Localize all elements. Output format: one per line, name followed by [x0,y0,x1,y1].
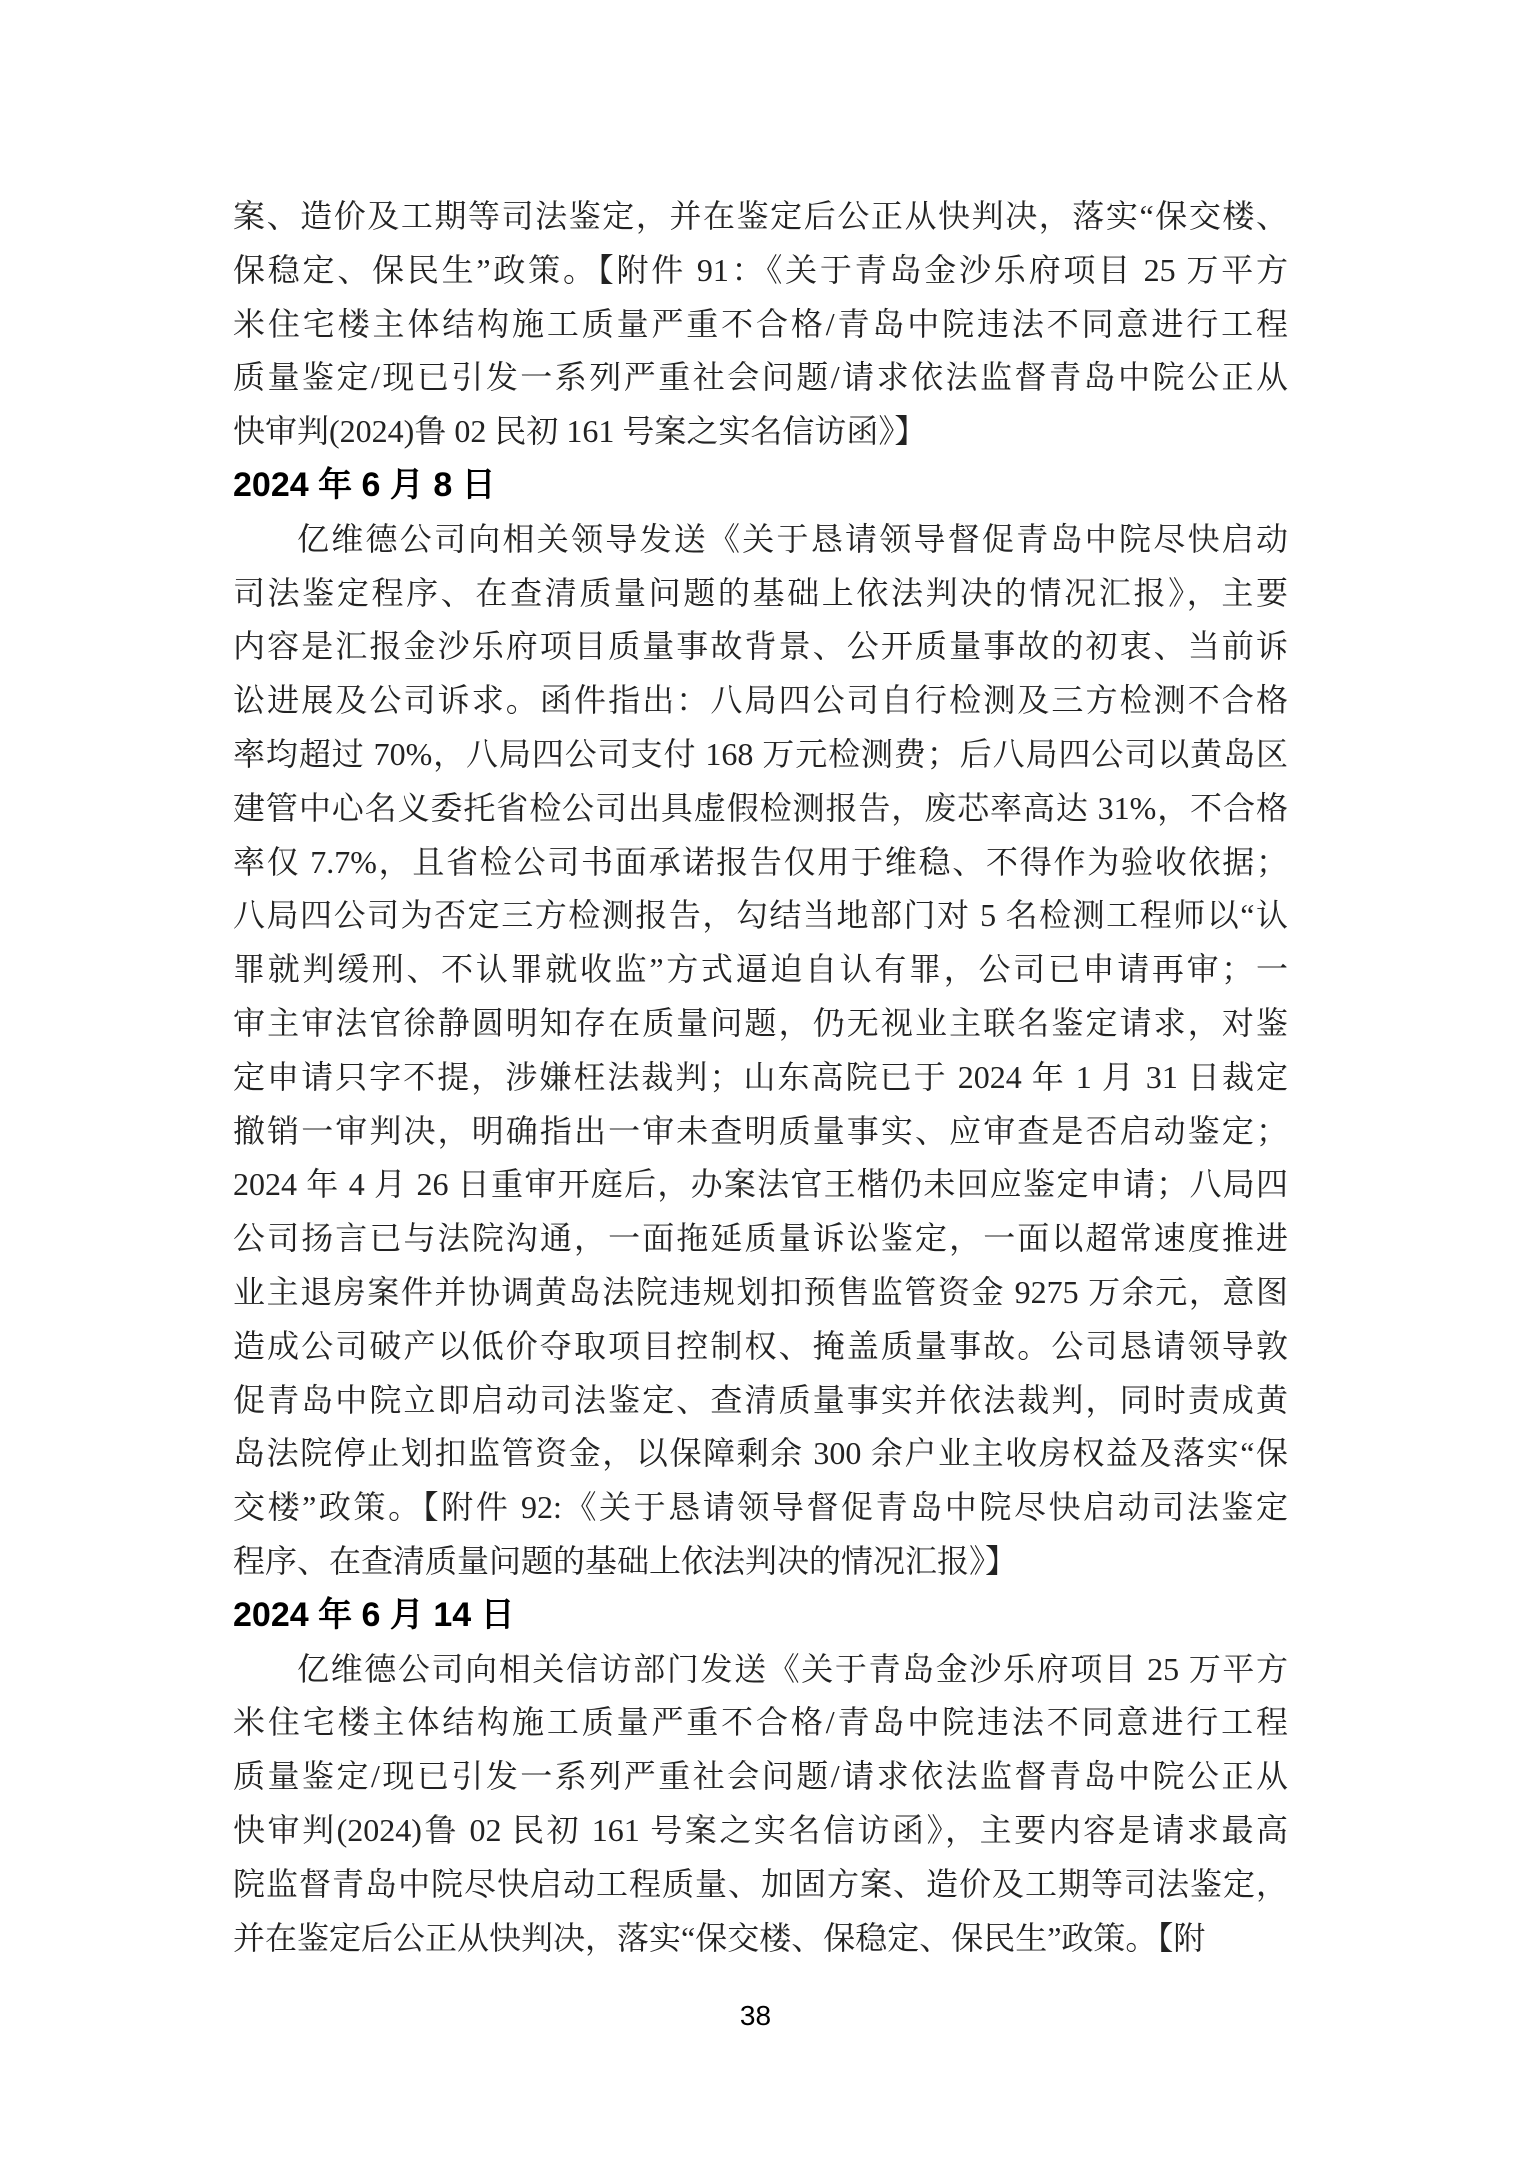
paragraph-line: 院监督青岛中院尽快启动工程质量、加固方案、造价及工期等司法鉴定， [233,1865,1288,1902]
paragraph-line: 2024 年 4 月 26 日重审开庭后，办案法官王楷仍未回应鉴定申请；八局四 [233,1166,1288,1203]
paragraph-line: 造成公司破产以低价夺取项目控制权、掩盖质量事故。公司恳请领导敦 [233,1327,1288,1364]
paragraph-line: 撤销一审判决，明确指出一审未查明质量事实、应审查是否启动鉴定； [233,1112,1288,1149]
paragraph-line: 审主审法官徐静圆明知存在质量问题，仍无视业主联名鉴定请求，对鉴 [233,1004,1288,1041]
paragraph-line: 业主退房案件并协调黄岛法院违规划扣预售监管资金 9275 万余元，意图 [233,1273,1288,1310]
paragraph-line: 建管中心名义委托省检公司出具虚假检测报告，废芯率高达 31%，不合格 [233,789,1288,826]
page-footer [0,2000,1511,2032]
date-heading: 2024 年 6 月 14 日 [233,1595,515,1634]
paragraph-line: 米住宅楼主体结构施工质量严重不合格/青岛中院违法不同意进行工程 [233,305,1288,342]
paragraph-line: 讼进展及公司诉求。函件指出：八局四公司自行检测及三方检测不合格 [233,682,1288,719]
paragraph-line: 岛法院停止划扣监管资金，以保障剩余 300 余户业主收房权益及落实“保 [233,1435,1288,1472]
paragraph-line: 率仅 7.7%，且省检公司书面承诺报告仅用于维稳、不得作为验收依据； [233,843,1288,880]
paragraph-line: 保稳定、保民生”政策。【附件 91：《关于青岛金沙乐府项目 25 万平方 [233,251,1288,288]
paragraph-line: 罪就判缓刑、不认罪就收监”方式逼迫自认有罪，公司已申请再审；一 [233,951,1288,988]
paragraph [233,513,1288,1589]
paragraph-line: 并在鉴定后公正从快判决，落实“保交楼、保稳定、保民生”政策。【附 [233,1919,1206,1956]
paragraph-line: 快审判(2024)鲁 02 民初 161 号案之实名信访函》，主要内容是请求最高 [233,1811,1288,1848]
paragraph-line: 程序、在查清质量问题的基础上依法判决的情况汇报》】 [233,1542,1018,1579]
paragraph-line: 内容是汇报金沙乐府项目质量事故背景、公开质量事故的初衷、当前诉 [233,628,1288,665]
paragraph-line: 质量鉴定/现已引发一系列严重社会问题/请求依法监督青岛中院公正从 [233,359,1288,396]
paragraph-line: 快审判(2024)鲁 02 民初 161 号案之实名信访函》】 [233,413,927,450]
document-body [233,190,1288,1965]
paragraph-line: 案、造价及工期等司法鉴定，并在鉴定后公正从快判决，落实“保交楼、 [233,198,1288,234]
paragraph-line: 米住宅楼主体结构施工质量严重不合格/青岛中院违法不同意进行工程 [233,1704,1288,1741]
page-number: 38 [739,2000,772,2031]
paragraph-line: 亿维德公司向相关领导发送《关于恳请领导督促青岛中院尽快启动 [297,520,1288,557]
paragraph-line: 公司扬言已与法院沟通，一面拖延质量诉讼鉴定，一面以超常速度推进 [233,1220,1288,1257]
date-heading: 2024 年 6 月 8 日 [233,465,496,504]
paragraph-line: 质量鉴定/现已引发一系列严重社会问题/请求依法监督青岛中院公正从 [233,1758,1288,1795]
paragraph-line: 率均超过 70%，八局四公司支付 168 万元检测费；后八局四公司以黄岛区 [233,735,1288,772]
paragraph-line: 八局四公司为否定三方检测报告，勾结当地部门对 5 名检测工程师以“认 [233,897,1288,934]
paragraph [233,190,1288,459]
paragraph-line: 亿维德公司向相关信访部门发送《关于青岛金沙乐府项目 25 万平方 [297,1650,1288,1687]
paragraph-line: 交楼”政策。【附件 92:《关于恳请领导督促青岛中院尽快启动司法鉴定 [233,1489,1288,1526]
paragraph-line: 定申请只字不提，涉嫌枉法裁判；山东高院已于 2024 年 1 月 31 日裁定 [233,1058,1288,1095]
paragraph [233,1643,1288,1966]
paragraph-line: 促青岛中院立即启动司法鉴定、查清质量事实并依法裁判，同时责成黄 [233,1381,1288,1418]
paragraph-line: 司法鉴定程序、在查清质量问题的基础上依法判决的情况汇报》，主要 [233,574,1288,611]
